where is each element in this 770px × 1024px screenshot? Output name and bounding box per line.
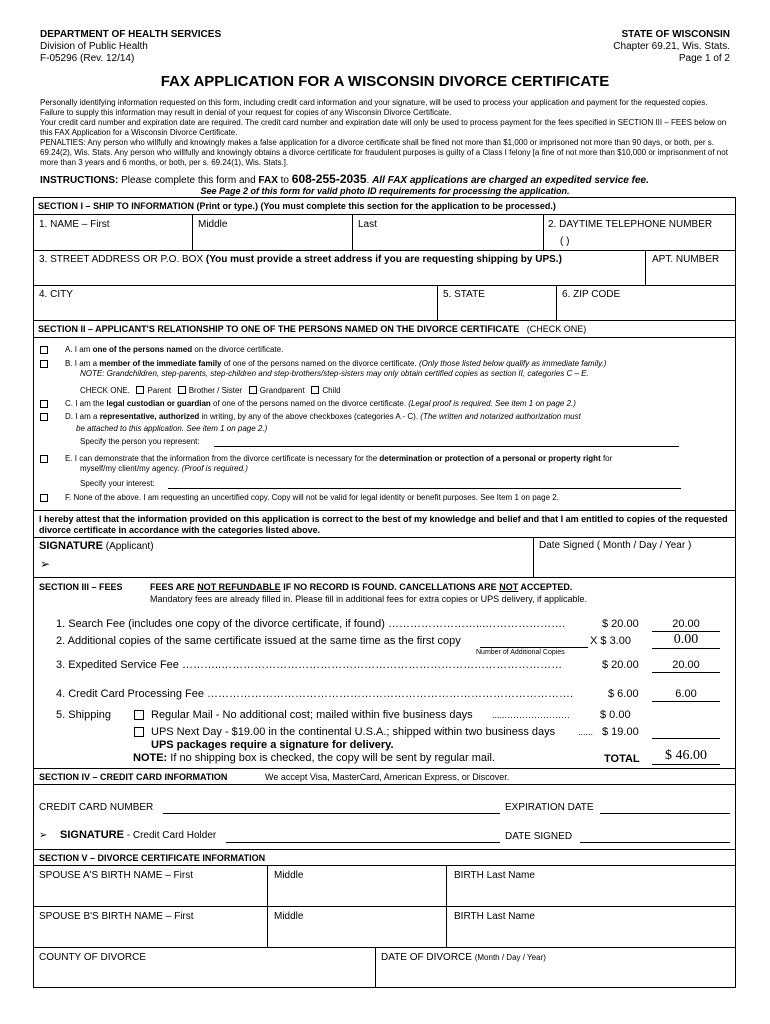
child-label: Child [322, 386, 341, 395]
expedited-fee-label: 3. Expedited Service Fee ………..………………………………………………………………………………… [56, 659, 563, 671]
section5-heading: SECTION V – DIVORCE CERTIFICATE INFORMATION [39, 853, 266, 863]
state-label: 5. STATE [443, 289, 485, 300]
fax-dot: . [366, 175, 373, 186]
divider [645, 250, 646, 285]
expedited-fee-line [652, 672, 720, 673]
name-last-label: Last [358, 219, 377, 230]
spouse-b-first-field[interactable] [39, 925, 261, 945]
division-name: Division of Public Health [40, 41, 148, 52]
name-first-field[interactable] [39, 232, 187, 248]
card-date-signed-label: DATE SIGNED [505, 831, 573, 842]
divider [33, 510, 736, 511]
privacy-notice: Personally identifying information requested on this form, including credit card information and your signature, will be used to process your application and payment for the requested copies. Failure to supply this information may result in denial of your request for copies of any Wisconsin Divorce Certificate. [40, 98, 708, 117]
fees-notice: FEES ARE NOT REFUNDABLE IF NO RECORD IS FOUND. CANCELLATIONS ARE NOT ACCEPTED. [150, 582, 573, 592]
option-b-note: NOTE: Grandchildren, step-parents, step-children and step-brothers/step-sisters may only obtain certified copies as section II, categories C – E. [80, 369, 589, 378]
divider [33, 906, 736, 907]
grandparent-label: Grandparent [259, 386, 305, 395]
child-checkbox[interactable] [311, 386, 319, 394]
fax-to: to [277, 175, 292, 186]
instructions-text: Please complete this form and [118, 175, 259, 186]
spouse-a-middle-field[interactable] [274, 884, 440, 904]
option-a-checkbox[interactable] [40, 346, 48, 354]
instructions-label: INSTRUCTIONS: [40, 175, 119, 186]
total-label: TOTAL [604, 753, 640, 765]
ups-amount: $ 19.00 [602, 726, 639, 738]
form-number: F-05296 (Rev. 12/14) [40, 53, 135, 64]
credit-card-notice: Your credit card number and expiration date are required. The credit card number and expiration date will only be used to process payment for the fees specified in SECTION III – FEES below on this FAX Application for a Wisconsin Divorce Certificate. [40, 118, 727, 137]
regular-mail-label: Regular Mail - No additional cost; mailed within five business days [151, 709, 473, 721]
spouse-b-last-label: BIRTH Last Name [454, 911, 535, 922]
regular-mail-checkbox[interactable] [134, 710, 144, 720]
divider [33, 285, 736, 286]
represent-label: Specify the person you represent: [80, 437, 200, 446]
processing-fee-line [652, 701, 720, 702]
spouse-a-first-label: SPOUSE A'S BIRTH NAME – First [39, 870, 193, 881]
name-last-field[interactable] [358, 232, 538, 248]
check-one-note: (CHECK ONE) [526, 324, 587, 334]
divorce-date-label: DATE OF DIVORCE (Month / Day / Year) [381, 952, 546, 963]
applicant-signature-label: SIGNATURE (Applicant) [39, 540, 154, 552]
apt-number-label: APT. NUMBER [652, 254, 720, 265]
spouse-a-first-field[interactable] [39, 884, 261, 904]
arrow-icon: ➢ [39, 830, 48, 841]
regular-mail-amount: $ 0.00 [600, 709, 631, 721]
option-e-text: E. I can demonstrate that the information from the divorce certificate is necessary for the determination or protection of a personal or property right for [65, 454, 613, 463]
page-number: Page 1 of 2 [678, 53, 730, 64]
name-first-label: 1. NAME – First [39, 219, 110, 230]
city-label: 4. CITY [39, 289, 73, 300]
card-number-label: CREDIT CARD NUMBER [39, 802, 154, 813]
divider [556, 285, 557, 320]
processing-fee-label: 4. Credit Card Processing Fee ………………………………………………………………………………………. [56, 688, 574, 700]
ups-signature-notice: UPS packages require a signature for delivery. [151, 739, 394, 751]
department-name: DEPARTMENT OF HEALTH SERVICES [40, 29, 222, 40]
ups-label: UPS Next Day - $19.00 in the continental U.S.A.; shipped within two business days [151, 726, 556, 738]
check-one-label: CHECK ONE. [80, 386, 130, 395]
parent-label: Parent [147, 386, 172, 395]
city-field[interactable] [39, 303, 431, 318]
option-f-checkbox[interactable] [40, 494, 48, 502]
section2-heading: SECTION II – APPLICANT'S RELATIONSHIP TO ONE OF THE PERSONS NAMED ON THE DIVORCE CERTIFICATE [38, 324, 520, 334]
option-b-text: B. I am a member of the immediate family of one of the persons named on the divorce certificate. (Only those listed below qualify as immediate family.) [65, 359, 607, 368]
fax-number: 608-255-2035 [291, 172, 367, 186]
zip-code-field[interactable] [562, 303, 732, 318]
divider [352, 214, 353, 250]
divider [437, 285, 438, 320]
divider [33, 250, 736, 251]
option-b-checkbox[interactable] [40, 360, 48, 368]
name-middle-field[interactable] [198, 232, 346, 248]
zip-code-label: 6. ZIP CODE [562, 289, 621, 300]
additional-copies-total: 0.00 [673, 632, 699, 647]
divider [33, 337, 736, 338]
grandparent-checkbox[interactable] [249, 386, 257, 394]
divider [33, 947, 736, 948]
divider [533, 537, 534, 577]
divider [33, 577, 736, 578]
additional-copies-caption: Number of Additional Copies [476, 649, 565, 656]
sibling-label: Brother / Sister [188, 386, 243, 395]
option-c-text: C. I am the legal custodian or guardian of one of the persons named on the divorce certificate. (Legal proof is required. See item 1 on page 2.) [65, 399, 576, 408]
photo-id-notice: See Page 2 of this form for valid photo ID requirements for processing the application. [200, 186, 570, 196]
processing-fee-amount: $ 6.00 [608, 688, 639, 700]
county-label: COUNTY OF DIVORCE [39, 952, 147, 963]
shipping-label: 5. Shipping [56, 709, 112, 721]
spouse-a-middle-label: Middle [274, 870, 304, 881]
phone-label: 2. DAYTIME TELEPHONE NUMBER [548, 219, 713, 230]
expiration-field[interactable] [600, 813, 730, 814]
divider [543, 214, 544, 250]
option-f-text: F. None of the above. I am requesting an uncertified copy. Copy will not be valid for legal identity or benefit purposes. See Item 1 on page 2. [65, 493, 559, 502]
spouse-a-last-label: BIRTH Last Name [454, 870, 535, 881]
street-address-field[interactable] [39, 268, 639, 283]
interest-label: Specify your interest: [80, 479, 155, 488]
divider [375, 947, 376, 988]
card-number-field[interactable] [163, 813, 500, 814]
search-fee-amount: $ 20.00 [602, 618, 639, 630]
expedited-fee-total: 20.00 [672, 659, 700, 671]
card-date-signed-field[interactable] [580, 842, 730, 843]
expedited-fee-amount: $ 20.00 [602, 659, 639, 671]
apt-number-field[interactable] [652, 268, 732, 283]
option-d-text: D. I am a representative, authorized in writing, by any of the above checkboxes (categories A - C). (The written and notarized authorization must [65, 412, 581, 421]
divider [33, 320, 736, 321]
divider [33, 849, 736, 850]
option-e-text-line2: myself/my client/my agency. (Proof is required.) [80, 464, 248, 473]
date-signed-label: Date Signed ( Month / Day / Year ) [539, 540, 692, 551]
search-fee-total: 20.00 [672, 618, 700, 630]
total-amount: $ 46.00 [665, 748, 707, 763]
option-d-note: be attached to this application. See item 1 on page 2.) [76, 424, 268, 433]
penalties-notice: PENALTIES: Any person who willfully and knowingly makes a false application for a divorce certificate shall be fined not more than $1,000 or imprisoned not more than 90 days, or both, per s. 69.24(2), Wis. Stats. Any person who willfully and knowingly obtains a divorce certificate for fraudulent purposes is guilty of a Class I felony [a fine of not more than $10,000 or imprisonment of not more than 3 years and 6 months, or both, per s. 69.24(1), Wis. Stats.]. [40, 138, 728, 167]
spouse-b-last-field[interactable] [454, 925, 730, 945]
name-middle-label: Middle [198, 219, 228, 230]
regular-mail-dots: ......………………… [492, 710, 571, 720]
phone-area-code: ( ) [560, 236, 570, 247]
page-title: FAX APPLICATION FOR A WISCONSIN DIVORCE CERTIFICATE [160, 73, 610, 90]
spouse-b-middle-label: Middle [274, 911, 304, 922]
divider [33, 537, 736, 538]
expiration-label: EXPIRATION DATE [505, 802, 594, 813]
processing-fee-total: 6.00 [675, 688, 697, 700]
option-c-checkbox[interactable] [40, 400, 48, 408]
card-holder-signature-field[interactable] [226, 842, 500, 843]
accepted-cards: We accept Visa, MasterCard, American Express, or Discover. [265, 772, 510, 782]
total-line [652, 764, 720, 765]
section1-heading: SECTION I – SHIP TO INFORMATION (Print or type.) (You must complete this section for the application to be processed.) [38, 201, 556, 211]
additional-copies-total-line [652, 648, 720, 649]
county-field[interactable] [39, 966, 369, 986]
divorce-date-field[interactable] [381, 966, 730, 986]
spouse-b-middle-field[interactable] [274, 925, 440, 945]
interest-field[interactable] [168, 488, 681, 489]
state-name: STATE OF WISCONSIN [621, 29, 730, 40]
arrow-icon: ➢ [40, 557, 51, 571]
divider [33, 865, 736, 866]
divider [33, 784, 736, 785]
mandatory-fees-notice: Mandatory fees are already filled in. Please fill in additional fees for extra copies or UPS delivery, if applicable. [150, 594, 588, 604]
phone-field[interactable] [575, 234, 725, 248]
applicant-signature-field[interactable] [58, 555, 528, 575]
shipping-note: NOTE: If no shipping box is checked, the copy will be sent by regular mail. [133, 752, 495, 764]
ups-dots: ...... [578, 727, 594, 737]
state-field[interactable] [443, 303, 551, 318]
additional-copies-price: X $ 3.00 [590, 635, 631, 647]
divider [192, 214, 193, 250]
fax-label: FAX [258, 175, 278, 186]
divider [33, 214, 736, 215]
spouse-a-last-field[interactable] [454, 884, 730, 904]
section3-heading: SECTION III – FEES [39, 582, 123, 592]
section2-heading-line [38, 324, 586, 335]
card-holder-signature-label: SIGNATURE - Credit Card Holder [60, 829, 217, 841]
spouse-b-first-label: SPOUSE B'S BIRTH NAME – First [39, 911, 194, 922]
option-e-checkbox[interactable] [40, 455, 48, 463]
parent-checkbox[interactable] [136, 386, 144, 394]
option-a-text: A. I am one of the persons named on the divorce certificate. [65, 345, 284, 354]
ups-fee-field[interactable] [652, 738, 720, 739]
option-d-checkbox[interactable] [40, 413, 48, 421]
statute-chapter: Chapter 69.21, Wis. Stats. [613, 41, 730, 52]
date-signed-field[interactable] [539, 555, 729, 575]
sibling-checkbox[interactable] [178, 386, 186, 394]
immediate-family-options [80, 386, 341, 396]
attestation-text: I hereby attest that the information provided on this application is correct to the best of my knowledge and belief and that I am entitled to copies of the requested divorce certificate in accordance with the categories listed above. [39, 514, 728, 535]
ups-checkbox[interactable] [134, 727, 144, 737]
instructions-line [40, 173, 649, 187]
divider [33, 768, 736, 769]
expedited-fee-notice: All FAX applications are charged an expedited service fee. [372, 175, 649, 186]
represent-field[interactable] [214, 446, 679, 447]
street-address-label: 3. STREET ADDRESS OR P.O. BOX (You must provide a street address if you are requesting shipping by UPS.) [39, 254, 562, 265]
search-fee-label: 1. Search Fee (includes one copy of the divorce certificate, if found) ……………………...…………………. [56, 618, 566, 630]
additional-copies-label: 2. Additional copies of the same certificate issued at the same time as the first copy [56, 635, 461, 647]
section4-heading: SECTION IV – CREDIT CARD INFORMATION [39, 772, 228, 782]
